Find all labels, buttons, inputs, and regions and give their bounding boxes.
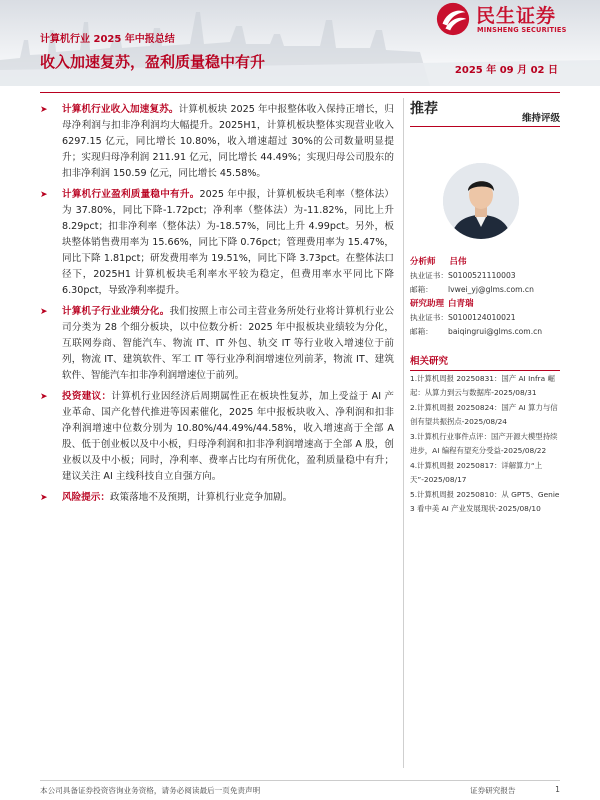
cert-label: 执业证书： [410,271,448,280]
analyst-name: 吕伟 [449,257,467,267]
bullet-arrow-icon: ➤ [40,493,48,503]
report-date: 2025 年 09 月 02 日 [454,65,558,76]
page-number: 1 [555,785,560,794]
paragraph-text: 2025 年中报，计算机板块毛利率（整体法）为 37.80%，同比下降-1.72pct；净利率（整体法）为-11.82%，同比上升 8.29pct；扣非净利率（整体法）为-18.57%，同比上升 4.99pct。另外，板块整体销售费用率为 15.66%，同比下降 0.76pct；管理费用率为 15.47%，同比下降 1.81pct；研发费用率为 19.51%，同比下降 3.73pct。在整体法口径下，2025H1 计算机板块毛利率水平较为稳定，但费用率水平同比下降 6.30pct，导致净利率提升。 [62,189,394,296]
summary-paragraph [40,187,394,299]
report-type: 计算机行业 2025 年中报总结 [40,34,175,45]
analyst-cert: S0100521110003 [448,271,516,280]
summary-paragraph [40,490,394,506]
footer-disclaimer: 本公司具备证券投资咨询业务资格，请务必阅读最后一页免责声明 [40,786,261,795]
summary-column [40,102,394,511]
analyst-portrait-image [443,163,519,239]
assistant-cert: S0100124010021 [448,313,516,322]
bullet-arrow-icon: ➤ [40,105,48,115]
related-research-item[interactable]: 4.计算机周报 20250817：详解算力“上天”-2025/08/17 [410,461,543,484]
paragraph-lead: 计算机子行业业绩分化。 [62,306,170,317]
paragraph-lead: 计算机行业盈利质量稳中有升。 [62,189,200,200]
analyst-role: 分析师 [410,257,436,267]
email-label: 邮箱： [410,285,433,294]
footer-doc-type: 证券研究报告 [470,786,516,795]
paragraph-text: 我们按照上市公司主营业务所处行业将计算机行业公司分类为 28 个细分板块，以中位数分析：2025 年中报板块业绩较为分化，互联网券商、智能汽车、物流 IT、IT 外包、轨交 IT 等行业收入增速位于前列，物流 IT、建筑软件、军工 IT 等行业净利润增速位列前茅，物流 IT、建筑软件、智能汽车扣非净利润增速位于前列。 [62,306,394,381]
logo-name-cn: 民生证券 [476,5,557,27]
footer-divider [40,780,560,781]
related-research-item[interactable]: 1.计算机周报 20250831：国产 AI Infra 崛起：从算力到云与数据库-2025/08/31 [410,374,555,397]
analyst-contact [410,255,560,339]
paragraph-text: 计算机行业因经济后周期属性正在板块性复苏，加上受益于 AI 产业革命、国产化替代推进等因素催化，2025 年中报板块收入、净利润和扣非净利润增速中位数分别为 10.80%/44.49%/44.58%，收入增速高于全部 A 股、低于创业板以及中小板，归母净利润和扣非净利润增速高于全部 A 股，创业板以及中小板；同时，净利率、费率占比均有所优化，盈利质量稳中有升；建议关注 AI 主线科技自立自强方向。 [62,391,395,482]
report-title: 收入加速复苏，盈利质量稳中有升 [40,53,266,71]
summary-paragraph [40,102,394,182]
logo-name-en: MINSHENG SECURITIES [477,26,567,34]
assistant-name: 白青瑞 [448,299,474,309]
assistant-email[interactable]: baiqingrui@glms.com.cn [448,327,543,336]
assistant-role: 研究助理 [410,299,445,309]
report-header [0,0,600,86]
bullet-arrow-icon: ➤ [40,190,48,200]
paragraph-text: 政策落地不及预期，计算机行业竞争加剧。 [109,492,293,503]
related-research-item[interactable]: 3.计算机行业事件点评：国产开源大模型持续进步，AI 编程有望充分受益-2025/08/22 [410,432,558,455]
paragraph-lead: 风险提示： [62,492,110,503]
sidebar-divider [410,126,560,127]
summary-paragraph [40,389,394,485]
related-research-item[interactable]: 2.计算机周报 20250824：国产 AI 算力与信创有望共振拐点-2025/08/24 [410,403,558,426]
paragraph-lead: 计算机行业收入加速复苏。 [62,104,179,115]
recommendation-label: 推荐 [410,101,438,117]
column-divider [403,98,404,768]
sidebar [410,96,560,516]
email-label: 邮箱： [410,327,433,336]
paragraph-lead: 投资建议： [62,391,112,402]
paragraph-text: 计算机板块 2025 年中报整体收入保持正增长，归母净利润与扣非净利润均大幅提升。2025H1，计算机板块整体实现营业收入 6297.15 亿元，同比增长 10.80%，收入增速超过 30%的公司数量明显提升；实现归母净利润 211.91 亿元，同比增长 44.49%；实现归母公司股东的扣非净利润 150.59 亿元，同比增长 45.58%。 [62,104,395,179]
summary-paragraph [40,304,394,384]
bullet-arrow-icon: ➤ [40,307,48,317]
analyst-email[interactable]: lvwei_yj@glms.com.cn [448,285,534,294]
bullet-arrow-icon: ➤ [40,392,48,402]
minsheng-logo-mark-icon [434,1,472,37]
rating-label: 维持评级 [521,113,560,124]
related-research-title: 相关研究 [410,353,560,371]
analyst-photo [443,163,519,239]
cert-label: 执业证书： [410,313,448,322]
minsheng-logo [434,0,584,40]
header-divider [40,92,560,93]
related-research-item[interactable]: 5.计算机周报 20250810：从 GPT5、Genie 3 看中美 AI 产业发展现状-2025/08/10 [410,490,560,513]
